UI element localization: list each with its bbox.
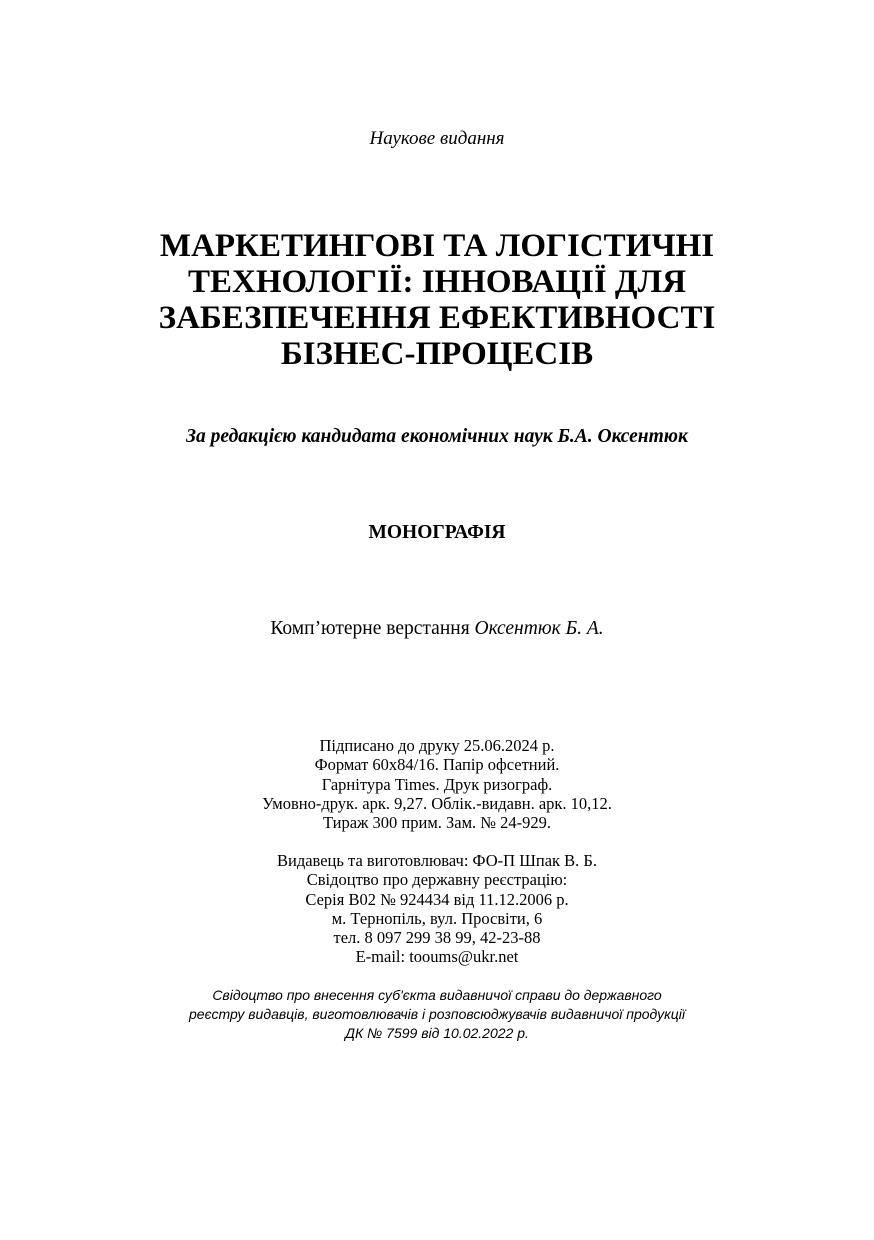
title-line: ЗАБЕЗПЕЧЕННЯ ЕФЕКТИВНОСТІ [158, 300, 716, 336]
title-line: ТЕХНОЛОГІЇ: ІННОВАЦІЇ ДЛЯ [187, 264, 687, 300]
layout-credit-label: Комп’ютерне верстання [270, 618, 470, 639]
publisher-line: м. Тернопіль, вул. Просвіти, 6 [331, 908, 543, 928]
imprint-line: Умовно-друк. арк. 9,27. Облік.-видавн. арк. 10,12. [262, 793, 612, 813]
imprint-line: Підписано до друку 25.06.2024 р. [319, 736, 555, 755]
imprint-line: Тираж 300 прим. Зам. № 24-929. [322, 813, 552, 833]
imprint-line: Гарнітура Times. Друк ризограф. [321, 774, 553, 794]
publisher-line: Свідоцтво про державну реєстрацію: [306, 870, 568, 890]
layout-credit [0, 618, 874, 640]
publisher-email: E-mail: tooums@ukr.net [355, 947, 519, 967]
title-line: БІЗНЕС-ПРОЦЕСІВ [280, 336, 594, 372]
editor-credit: За редакцією кандидата економічних наук Б.А. Оксентюк [186, 426, 688, 447]
certificate-line: ДК № 7599 від 10.02.2022 р. [345, 1025, 529, 1041]
certificate-block [0, 986, 874, 1043]
imprint-block [0, 736, 874, 832]
certificate-line: Свідоцтво про внесення суб'єкта видавничої справи до державного [212, 987, 662, 1003]
genre-label: МОНОГРАФІЯ [368, 522, 506, 543]
imprint-line: Формат 60х84/16. Папір офсетний. [314, 755, 560, 775]
book-title [0, 228, 874, 372]
publisher-line: Серія В02 № 924434 від 11.12.2006 р. [305, 889, 569, 909]
certificate-line: реєстру видавців, виготовлювачів і розповсюджувачів видавничої продукції [189, 1006, 685, 1022]
publisher-line: Видавець та виготовлювач: ФО-П Шпак В. Б. [276, 851, 598, 870]
layout-credit-name: Оксентюк Б. А. [474, 618, 604, 639]
publisher-block [0, 851, 874, 967]
title-line: МАРКЕТИНГОВІ ТА ЛОГІСТИЧНІ [159, 228, 715, 264]
publisher-line: тел. 8 097 299 38 99, 42-23-88 [333, 928, 541, 948]
publication-type: Наукове видання [369, 128, 505, 149]
